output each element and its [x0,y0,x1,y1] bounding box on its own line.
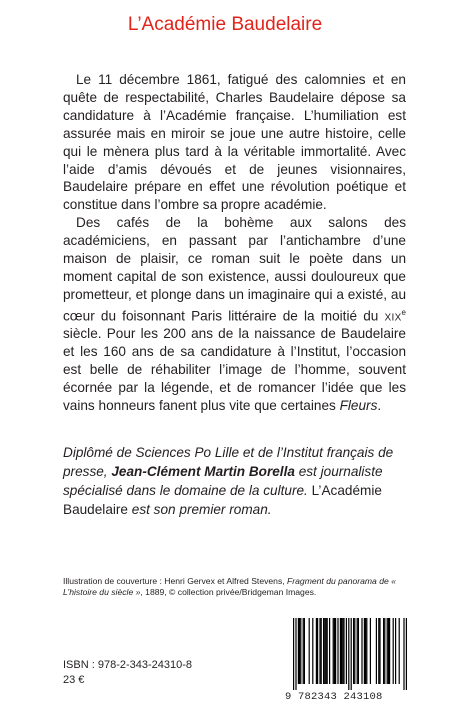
barcode-bar [337,618,338,684]
credit-text: Illustration de couverture : Henri Gervex et Alfred Stevens, [63,576,288,586]
barcode-bar [324,618,325,684]
barcode-bar [323,618,324,684]
blurb-text: siècle. Pour les 200 ans de la naissance de Baudelaire et les 160 ans de sa candidature à l’Institut, l’occasion est belle de réhabiliter l’image de l’homme, souvent écornée par la légende, et de romancer l’idée que les vains honneurs fanent plus vite que certaines [63,326,406,413]
barcode-bar [378,618,379,684]
barcode-bar [333,618,334,684]
century-numeral: xix [384,308,402,324]
bio-part: est son premier roman. [128,502,272,517]
credit-work: Fragment du panorama de « L’histoire du siècle » [63,576,396,598]
barcode-bar [353,618,354,684]
barcode-bar [387,618,388,684]
book-title: L’Académie Baudelaire [127,14,323,35]
blurb-paragraph-2 [63,214,406,415]
barcode-bar [295,618,296,690]
barcode-bar [365,618,366,684]
blurb-text: Le 11 décembre 1861, fatigué des calomnies et en quête de respectabilité, Charles Baudelaire dépose sa candidature à l’Académie française. L’humiliation est assurée mais en miroir se joue une autre histoire, celle qui le mènera plus tard à la véritable immortalité. Avec l’aide d’amis dévoués et de jeunes visionnaires, Baudelaire prépare en effet une révolution poétique et constitue dans l’ombre sa propre académie. [63,72,406,213]
barcode-bar [361,618,362,684]
barcode-bar [316,618,317,684]
barcode-bar [364,618,365,684]
credit-text: , 1889, © collection privée/Bridgeman Images. [140,587,317,598]
barcode-bar [340,618,341,684]
barcode-bar [312,618,313,684]
author-name: Jean-Clément Martin Borella [111,464,295,479]
barcode-bar [395,618,396,684]
barcode-bar [346,618,347,684]
barcode-digits: 9 782343 243108 [285,691,383,703]
barcode-bar [321,618,322,684]
blurb-text: Des cafés de la bohème aux salons des académiciens, en passant par l’antichambre d’une maison de plaisir, ce roman suit le poète dans un moment capital de son existence, aussi douloureux que prometteur, et plonge dans un imaginaire qui a existé, au cœur du foisonnant Paris littéraire de la moitié du [63,215,406,324]
barcode-bar [351,618,352,690]
isbn-block [63,658,192,688]
barcode-bar [309,618,310,684]
barcode-bar [383,618,384,684]
barcode-bar [319,618,320,684]
barcode-bar [325,618,326,684]
author-bio [63,443,406,519]
barcode-bar [384,618,385,684]
barcode-bar [393,618,394,684]
barcode-bar [343,618,344,684]
barcode-bar [388,618,389,684]
barcode-bar [366,618,367,684]
book-title-inline: L’Académie Baudelaire [63,483,382,517]
cover-credit [63,576,406,598]
bio-part: Diplômé de Sciences Po Lille et de l’Institut français de presse, [63,445,394,479]
barcode-bars [285,618,413,690]
blurb-paragraph-1 [63,71,406,214]
barcode-bar [327,618,328,684]
barcode-bar [403,618,404,690]
century-superscript: e [401,307,406,317]
barcode-bar [303,618,304,684]
barcode-bar [406,618,407,690]
barcode-bar [342,618,343,684]
barcode-bar [300,618,301,684]
barcode-bar [354,618,355,684]
isbn: ISBN : 978-2-343-24310-8 [63,659,193,671]
barcode-bar [293,618,294,690]
barcode-bar [370,618,371,684]
barcode-bar [358,618,359,684]
blurb-text: . [377,397,382,413]
barcode-bar [298,618,299,684]
barcode-bar [335,618,336,684]
author-bio-text [63,443,406,519]
barcode-bar [389,618,390,684]
barcode-bar [348,618,349,690]
barcode-bar [304,618,305,684]
barcode-bar [357,618,358,684]
barcode-bar [399,618,400,684]
price: 23 € [63,674,85,686]
barcode-bar [329,618,330,684]
barcode-bar [341,618,342,684]
fleurs-italic: Fleurs [339,397,378,413]
bio-part: est journaliste spécialisé dans le domaine de la culture. [63,464,383,498]
barcode [285,618,413,708]
blurb [63,71,406,415]
barcode-bar [317,618,318,684]
barcode-bar [376,618,377,684]
barcode-bar [299,618,300,684]
barcode-bar [334,618,335,684]
barcode-bar [379,618,380,684]
